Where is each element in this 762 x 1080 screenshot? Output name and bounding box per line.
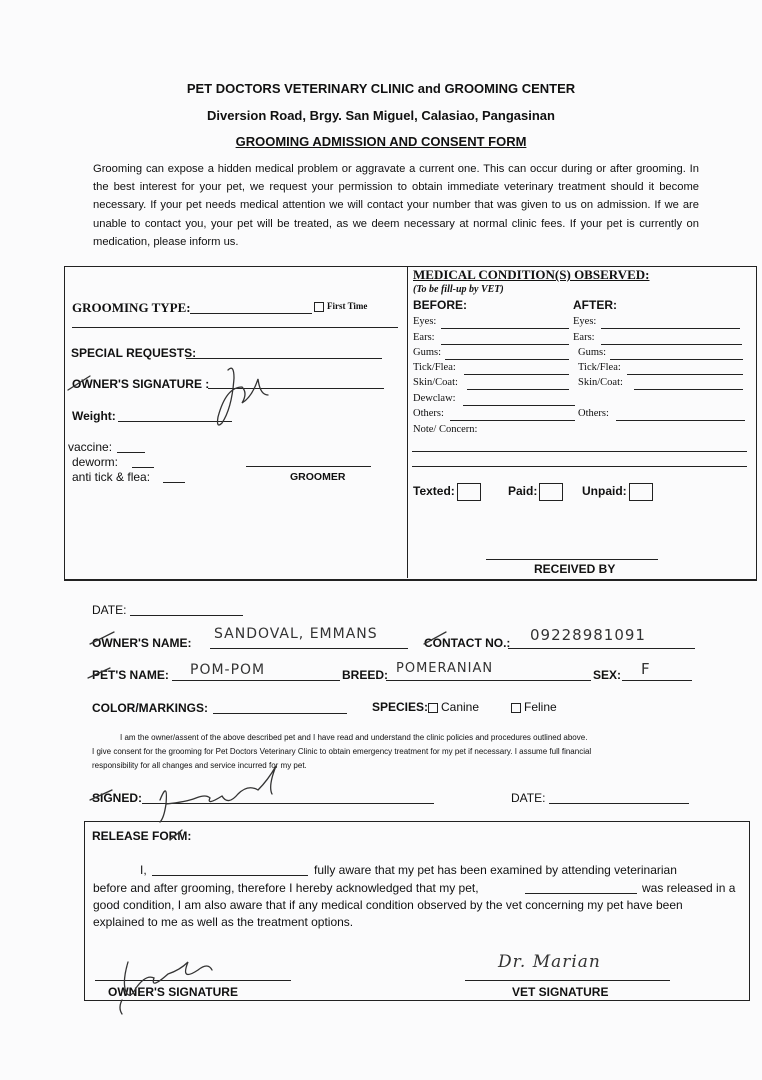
intro-paragraph: Grooming can expose a hidden medical problem or aggravate a current one. This can occur during or after grooming. In the best interest for your pet, we request your permission to obtain immediate veterinary treatment should it become necessary. If your pet needs medical attention we will contact your number that was given to us on admission. If we are unable to contact you, your pet will be treated, as we deem necessary at normal clinic fees. If your pet is currently on medication, please inform us. [93, 163, 699, 248]
release-form-strike [170, 830, 182, 840]
owner-name-strike [90, 632, 114, 644]
contact-label: CONTACT NO.: [424, 636, 511, 650]
vet-signature-label: VET SIGNATURE [512, 985, 609, 999]
before-heading: BEFORE: [413, 298, 467, 312]
release-text-1: fully aware that my pet has been examined by attending veterinarian [314, 863, 677, 877]
clinic-address: Diversion Road, Brgy. San Miguel, Calasiao, Pangasinan [207, 108, 555, 123]
paid-label: Paid: [508, 484, 538, 499]
first-time-label: First Time [327, 301, 368, 311]
owners-name-value: SANDOVAL, EMMANS [214, 626, 378, 642]
special-requests-label: SPECIAL REQUESTS: [71, 346, 197, 360]
before-ears-label: Ears: [413, 332, 435, 343]
before-skin-label: Skin/Coat: [413, 377, 458, 388]
after-others-label: Others: [578, 408, 609, 419]
release-text-i: I, [140, 863, 147, 877]
release-text-2a: before and after grooming, therefore I hereby acknowledged that my pet, [93, 881, 479, 895]
pets-name-value: POM-POM [190, 662, 266, 678]
unpaid-label: Unpaid: [582, 484, 627, 499]
consent-line-1: I am the owner/assent of the above described pet and I have read and understand the clinic policies and procedures outlined above. [120, 733, 588, 742]
anti-tick-label: anti tick & flea: [72, 470, 151, 484]
owner-signature-label: OWNER'S SIGNATURE : [72, 377, 210, 391]
contact-strike [424, 632, 446, 644]
before-tick-label: Tick/Flea: [413, 362, 456, 373]
after-skin-label: Skin/Coat: [578, 377, 623, 388]
signed-strike [90, 790, 112, 800]
breed-label: BREED: [342, 668, 389, 682]
medical-title: MEDICAL CONDITION(S) OBSERVED: [413, 267, 650, 282]
groomer-label: GROOMER [290, 471, 346, 483]
before-others-label: Others: [413, 408, 444, 419]
clinic-name: PET DOCTORS VETERINARY CLINIC and GROOMING CENTER [186, 81, 576, 96]
release-text-3: good condition, I am also aware that if any medical condition observed by the vet concerning my pet have been [93, 898, 683, 912]
feline-label: Feline [524, 700, 557, 714]
owner-signature-scribble [218, 368, 269, 425]
sex-label: SEX: [593, 668, 622, 682]
owners-name-label: OWNER'S NAME: [92, 636, 192, 650]
sex-value: F [641, 660, 651, 678]
consent-line-2: I give consent for the grooming for Pet Doctors Veterinary Clinic to obtain emergency treatment for my pet if necessary. I assume full financial [92, 747, 592, 756]
release-form-title: RELEASE FORM: [92, 829, 192, 843]
after-gums-label: Gums: [578, 347, 607, 358]
release-text-4: explained to me as well as the treatment options. [93, 915, 354, 929]
date2-label: DATE: [511, 791, 546, 805]
signed-signature-scribble [160, 766, 276, 822]
date-label: DATE: [92, 603, 127, 617]
dewclaw-label: Dewclaw: [413, 393, 456, 404]
after-ears-label: Ears: [573, 332, 595, 343]
pet-name-strike [88, 668, 110, 678]
pets-name-label: PET'S NAME: [92, 668, 169, 682]
form-title: GROOMING ADMISSION AND CONSENT FORM [235, 134, 527, 149]
signed-label: SIGNED: [92, 791, 143, 805]
owner-sig-strike [68, 376, 90, 390]
release-text-2b: was released in a [642, 881, 736, 895]
release-owner-signature-scribble [120, 962, 212, 1014]
received-by-label: RECEIVED BY [534, 562, 616, 576]
contact-value: 09228981091 [530, 626, 646, 644]
release-owner-signature-label: OWNER'S SIGNATURE [108, 985, 238, 999]
before-eyes-label: Eyes: [413, 316, 437, 327]
species-label: SPECIES: [372, 700, 429, 714]
breed-value: POMERANIAN [396, 661, 494, 676]
after-tick-label: Tick/Flea: [578, 362, 621, 373]
grooming-type-label: GROOMING TYPE: [72, 300, 191, 315]
weight-label: Weight: [72, 409, 116, 423]
canine-label: Canine [441, 700, 480, 714]
note-concern-label: Note/ Concern: [413, 424, 478, 435]
vaccine-label: vaccine: [68, 440, 113, 454]
color-markings-label: COLOR/MARKINGS: [92, 701, 208, 715]
medical-subtitle: (To be fill-up by VET) [413, 284, 504, 295]
before-gums-label: Gums: [413, 347, 442, 358]
texted-label: Texted: [413, 484, 455, 499]
vet-handwritten-name: Dr. Marian [498, 952, 601, 972]
after-eyes-label: Eyes: [573, 316, 597, 327]
consent-line-3: responsibility for all changes and service incurred for my pet. [92, 761, 307, 770]
deworm-label: deworm: [72, 455, 119, 469]
after-heading: AFTER: [573, 298, 617, 312]
